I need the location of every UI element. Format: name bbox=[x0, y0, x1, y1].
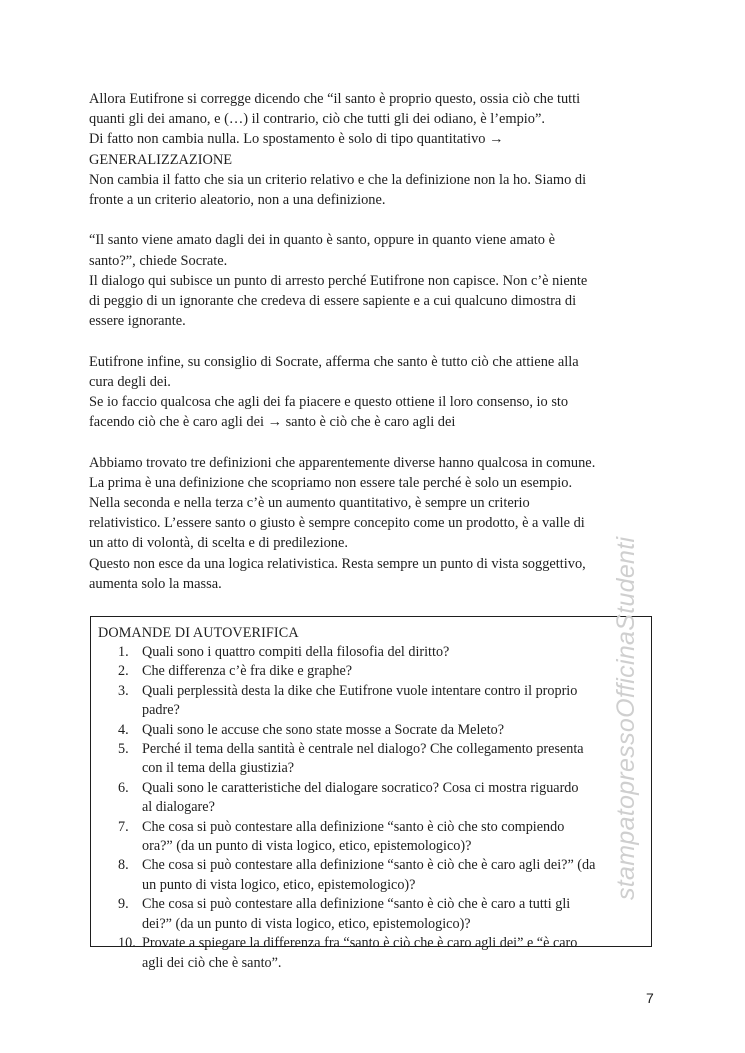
page-number: 7 bbox=[646, 990, 654, 1006]
question-number: 5. bbox=[118, 741, 129, 758]
paragraph bbox=[89, 352, 659, 433]
watermark: stampatopressoOfficinaStudenti bbox=[612, 536, 640, 900]
text-line: Abbiamo trovato tre definizioni che apparentemente diverse hanno qualcosa in comune. bbox=[89, 454, 596, 471]
list-item bbox=[98, 934, 646, 973]
list-item bbox=[98, 895, 646, 934]
text-line: fronte a un criterio aleatorio, non a una definizione. bbox=[89, 192, 386, 209]
question-number: 7. bbox=[118, 818, 129, 835]
question-number: 1. bbox=[118, 644, 129, 660]
text-line: GENERALIZZAZIONE bbox=[89, 151, 233, 168]
list-item bbox=[98, 818, 646, 857]
text-line: essere ignorante. bbox=[89, 313, 186, 330]
text-line: un atto di volontà, di scelta e di predilezione. bbox=[89, 535, 348, 552]
text-line: “Il santo viene amato dagli dei in quanto è santo, oppure in quanto viene amato è bbox=[89, 232, 555, 249]
text-line: quanti gli dei amano, e (…) il contrario, ciò che tutti gli dei odiano, è l’empio”. bbox=[89, 111, 545, 128]
list-item bbox=[98, 856, 646, 895]
text-line: Non cambia il fatto che sia un criterio relativo e che la definizione non la ho. Siamo di bbox=[89, 171, 587, 188]
question-text: Che cosa si può contestare alla definizione “santo è ciò che è caro agli dei?” (da bbox=[142, 857, 596, 874]
list-item bbox=[98, 682, 646, 721]
question-text: Che cosa si può contestare alla definizione “santo è ciò che sto compiendo bbox=[142, 818, 565, 835]
question-number: 6. bbox=[118, 779, 129, 796]
list-item bbox=[98, 779, 646, 818]
question-text: Che cosa si può contestare alla definizione “santo è ciò che è caro a tutti gli bbox=[142, 896, 571, 913]
question-text: Quali sono le accuse che sono state mosse a Socrate da Meleto? bbox=[142, 721, 505, 738]
page-body bbox=[89, 89, 659, 614]
question-number: 4. bbox=[118, 721, 129, 738]
list-item bbox=[98, 721, 646, 740]
paragraph bbox=[89, 89, 659, 210]
question-text: Quali perplessità desta la dike che Eutifrone vuole intentare contro il proprio bbox=[142, 682, 578, 699]
question-text: un punto di vista logico, etico, epistemologico)? bbox=[142, 876, 416, 893]
question-text: con il tema della giustizia? bbox=[142, 760, 295, 777]
paragraph bbox=[89, 453, 659, 594]
question-text: agli dei ciò che è santo”. bbox=[142, 954, 282, 971]
text-line: Di fatto non cambia nulla. Lo spostamento è solo di tipo quantitativo → bbox=[89, 131, 504, 148]
questions-list bbox=[98, 643, 646, 973]
question-text: dei?” (da un punto di vista logico, etico, epistemologico)? bbox=[142, 915, 471, 932]
text-line: aumenta solo la massa. bbox=[89, 575, 222, 592]
text-line: Nella seconda e nella terza c’è un aumento quantitativo, è sempre un criterio bbox=[89, 495, 530, 512]
text-line: Allora Eutifrone si corregge dicendo che “il santo è proprio questo, ossia ciò che tutti bbox=[89, 91, 581, 107]
text-line: relativistico. L’essere santo o giusto è sempre concepito come un prodotto, è a valle di bbox=[89, 515, 585, 532]
question-number: 2. bbox=[118, 663, 129, 680]
list-item bbox=[98, 740, 646, 779]
text-line: Se io faccio qualcosa che agli dei fa piacere e questo ottiene il loro consenso, io sto bbox=[89, 394, 569, 411]
question-number: 9. bbox=[118, 896, 129, 913]
text-line: facendo ciò che è caro agli dei → santo è ciò che è caro agli dei bbox=[89, 414, 456, 431]
question-number: 10. bbox=[118, 935, 136, 952]
question-text: Provate a spiegare la differenza fra “santo è ciò che è caro agli dei” e “è caro bbox=[142, 935, 578, 952]
question-text: Perché il tema della santità è centrale nel dialogo? Che collegamento presenta bbox=[142, 741, 584, 758]
list-item bbox=[98, 643, 646, 662]
list-item bbox=[98, 662, 646, 681]
question-text: Quali sono i quattro compiti della filosofia del diritto? bbox=[142, 644, 450, 660]
question-number: 8. bbox=[118, 857, 129, 874]
text-line: cura degli dei. bbox=[89, 373, 171, 390]
text-line: santo?”, chiede Socrate. bbox=[89, 252, 228, 269]
text-line: Questo non esce da una logica relativistica. Resta sempre un punto di vista soggettivo, bbox=[89, 555, 586, 572]
text-line: Eutifrone infine, su consiglio di Socrate, afferma che santo è tutto ciò che attiene alla bbox=[89, 353, 579, 370]
text-line: Il dialogo qui subisce un punto di arresto perché Eutifrone non capisce. Non c’è niente bbox=[89, 272, 588, 289]
question-text: ora?” (da un punto di vista logico, etico, epistemologico)? bbox=[142, 838, 472, 855]
question-number: 3. bbox=[118, 682, 129, 699]
question-text: Che differenza c’è fra dike e graphe? bbox=[142, 663, 353, 680]
paragraph bbox=[89, 230, 659, 331]
question-text: padre? bbox=[142, 702, 180, 719]
question-text: al dialogare? bbox=[142, 799, 215, 816]
text-line: La prima è una definizione che scopriamo non essere tale perché è solo un esempio. bbox=[89, 474, 573, 491]
question-text: Quali sono le caratteristiche del dialogare socratico? Cosa ci mostra riguardo bbox=[142, 779, 579, 796]
box-title: DOMANDE DI AUTOVERIFICA bbox=[98, 625, 299, 641]
self-check-questions-box bbox=[90, 616, 652, 971]
text-line: di peggio di un ignorante che credeva di essere sapiente e a cui qualcuno dimostra di bbox=[89, 293, 577, 310]
